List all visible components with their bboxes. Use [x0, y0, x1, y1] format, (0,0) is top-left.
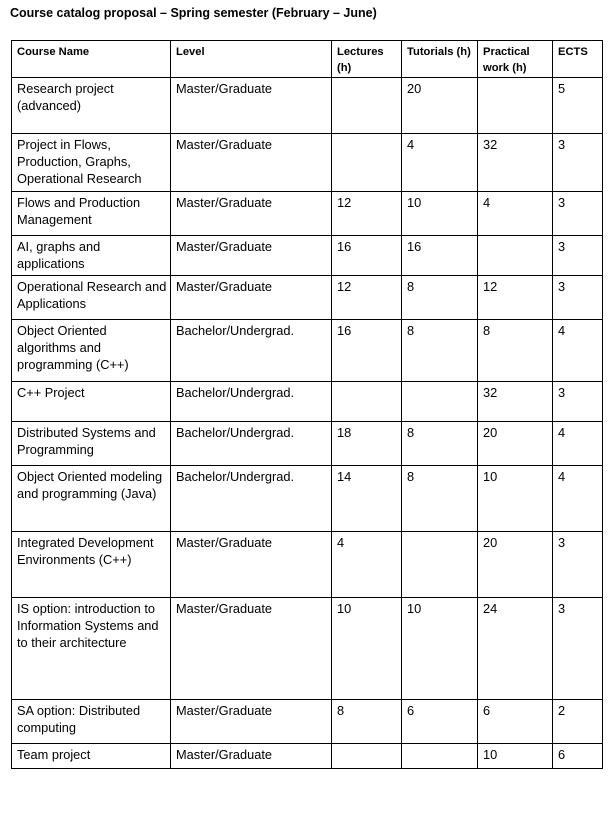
cell-course-name: Operational Research and Applications	[12, 276, 171, 320]
cell-practical-work: 24	[478, 598, 553, 700]
cell-lectures	[332, 78, 402, 134]
cell-level: Master/Graduate	[171, 236, 332, 276]
cell-course-name: Research project (advanced)	[12, 78, 171, 134]
cell-ects: 3	[553, 532, 603, 598]
cell-tutorials: 8	[402, 466, 478, 532]
table-row	[12, 78, 603, 134]
cell-course-name: Distributed Systems and Programming	[12, 422, 171, 466]
cell-course-name: Object Oriented algorithms and programming (C++)	[12, 320, 171, 382]
cell-lectures	[332, 744, 402, 769]
table-row	[12, 236, 603, 276]
cell-ects: 5	[553, 78, 603, 134]
cell-level: Master/Graduate	[171, 532, 332, 598]
cell-course-name: Project in Flows, Production, Graphs, Operational Research	[12, 134, 171, 192]
cell-level: Master/Graduate	[171, 134, 332, 192]
cell-ects: 2	[553, 700, 603, 744]
cell-practical-work: 4	[478, 192, 553, 236]
cell-course-name: Integrated Development Environments (C++)	[12, 532, 171, 598]
cell-tutorials	[402, 382, 478, 422]
cell-ects: 3	[553, 276, 603, 320]
cell-ects: 3	[553, 236, 603, 276]
cell-practical-work: 32	[478, 382, 553, 422]
header-tutorials: Tutorials (h)	[402, 41, 478, 78]
cell-ects: 3	[553, 382, 603, 422]
cell-ects: 3	[553, 598, 603, 700]
cell-tutorials: 4	[402, 134, 478, 192]
cell-tutorials: 10	[402, 192, 478, 236]
cell-course-name: C++ Project	[12, 382, 171, 422]
cell-level: Bachelor/Undergrad.	[171, 382, 332, 422]
cell-practical-work: 20	[478, 422, 553, 466]
cell-level: Master/Graduate	[171, 276, 332, 320]
table-row	[12, 134, 603, 192]
header-level: Level	[171, 41, 332, 78]
cell-practical-work: 10	[478, 744, 553, 769]
cell-ects: 4	[553, 320, 603, 382]
cell-practical-work: 10	[478, 466, 553, 532]
cell-ects: 4	[553, 422, 603, 466]
cell-lectures	[332, 134, 402, 192]
cell-course-name: AI, graphs and applications	[12, 236, 171, 276]
table-row	[12, 422, 603, 466]
cell-level: Master/Graduate	[171, 700, 332, 744]
table-row	[12, 192, 603, 236]
cell-level: Master/Graduate	[171, 598, 332, 700]
header-practical-work: Practical work (h)	[478, 41, 553, 78]
cell-tutorials: 16	[402, 236, 478, 276]
cell-course-name: Flows and Production Management	[12, 192, 171, 236]
cell-tutorials: 8	[402, 422, 478, 466]
table-header-row	[12, 41, 603, 78]
table-row	[12, 532, 603, 598]
table-row	[12, 598, 603, 700]
cell-practical-work: 8	[478, 320, 553, 382]
table-row	[12, 744, 603, 769]
header-course-name: Course Name	[12, 41, 171, 78]
cell-course-name: Team project	[12, 744, 171, 769]
cell-lectures: 8	[332, 700, 402, 744]
cell-lectures: 16	[332, 236, 402, 276]
document-title: Course catalog proposal – Spring semester (February – June)	[10, 6, 377, 20]
cell-tutorials: 6	[402, 700, 478, 744]
header-ects: ECTS	[553, 41, 603, 78]
course-catalog-table	[11, 40, 603, 769]
cell-lectures: 18	[332, 422, 402, 466]
cell-lectures: 4	[332, 532, 402, 598]
cell-tutorials	[402, 744, 478, 769]
cell-course-name: SA option: Distributed computing	[12, 700, 171, 744]
cell-level: Bachelor/Undergrad.	[171, 320, 332, 382]
cell-tutorials: 8	[402, 320, 478, 382]
cell-practical-work: 6	[478, 700, 553, 744]
cell-ects: 3	[553, 134, 603, 192]
cell-level: Master/Graduate	[171, 192, 332, 236]
cell-practical-work	[478, 236, 553, 276]
header-lectures: Lectures (h)	[332, 41, 402, 78]
table-row	[12, 320, 603, 382]
cell-lectures: 16	[332, 320, 402, 382]
cell-level: Master/Graduate	[171, 744, 332, 769]
cell-tutorials	[402, 532, 478, 598]
cell-lectures: 12	[332, 192, 402, 236]
cell-tutorials: 10	[402, 598, 478, 700]
cell-practical-work: 20	[478, 532, 553, 598]
cell-lectures: 10	[332, 598, 402, 700]
cell-level: Bachelor/Undergrad.	[171, 422, 332, 466]
cell-ects: 6	[553, 744, 603, 769]
table-row	[12, 700, 603, 744]
cell-course-name: IS option: introduction to Information Systems and to their architecture	[12, 598, 171, 700]
cell-course-name: Object Oriented modeling and programming (Java)	[12, 466, 171, 532]
cell-ects: 4	[553, 466, 603, 532]
cell-practical-work: 12	[478, 276, 553, 320]
table-row	[12, 466, 603, 532]
cell-level: Master/Graduate	[171, 78, 332, 134]
cell-lectures: 12	[332, 276, 402, 320]
cell-tutorials: 20	[402, 78, 478, 134]
cell-lectures: 14	[332, 466, 402, 532]
cell-practical-work: 32	[478, 134, 553, 192]
cell-tutorials: 8	[402, 276, 478, 320]
cell-lectures	[332, 382, 402, 422]
cell-level: Bachelor/Undergrad.	[171, 466, 332, 532]
table-row	[12, 276, 603, 320]
table-row	[12, 382, 603, 422]
cell-practical-work	[478, 78, 553, 134]
cell-ects: 3	[553, 192, 603, 236]
